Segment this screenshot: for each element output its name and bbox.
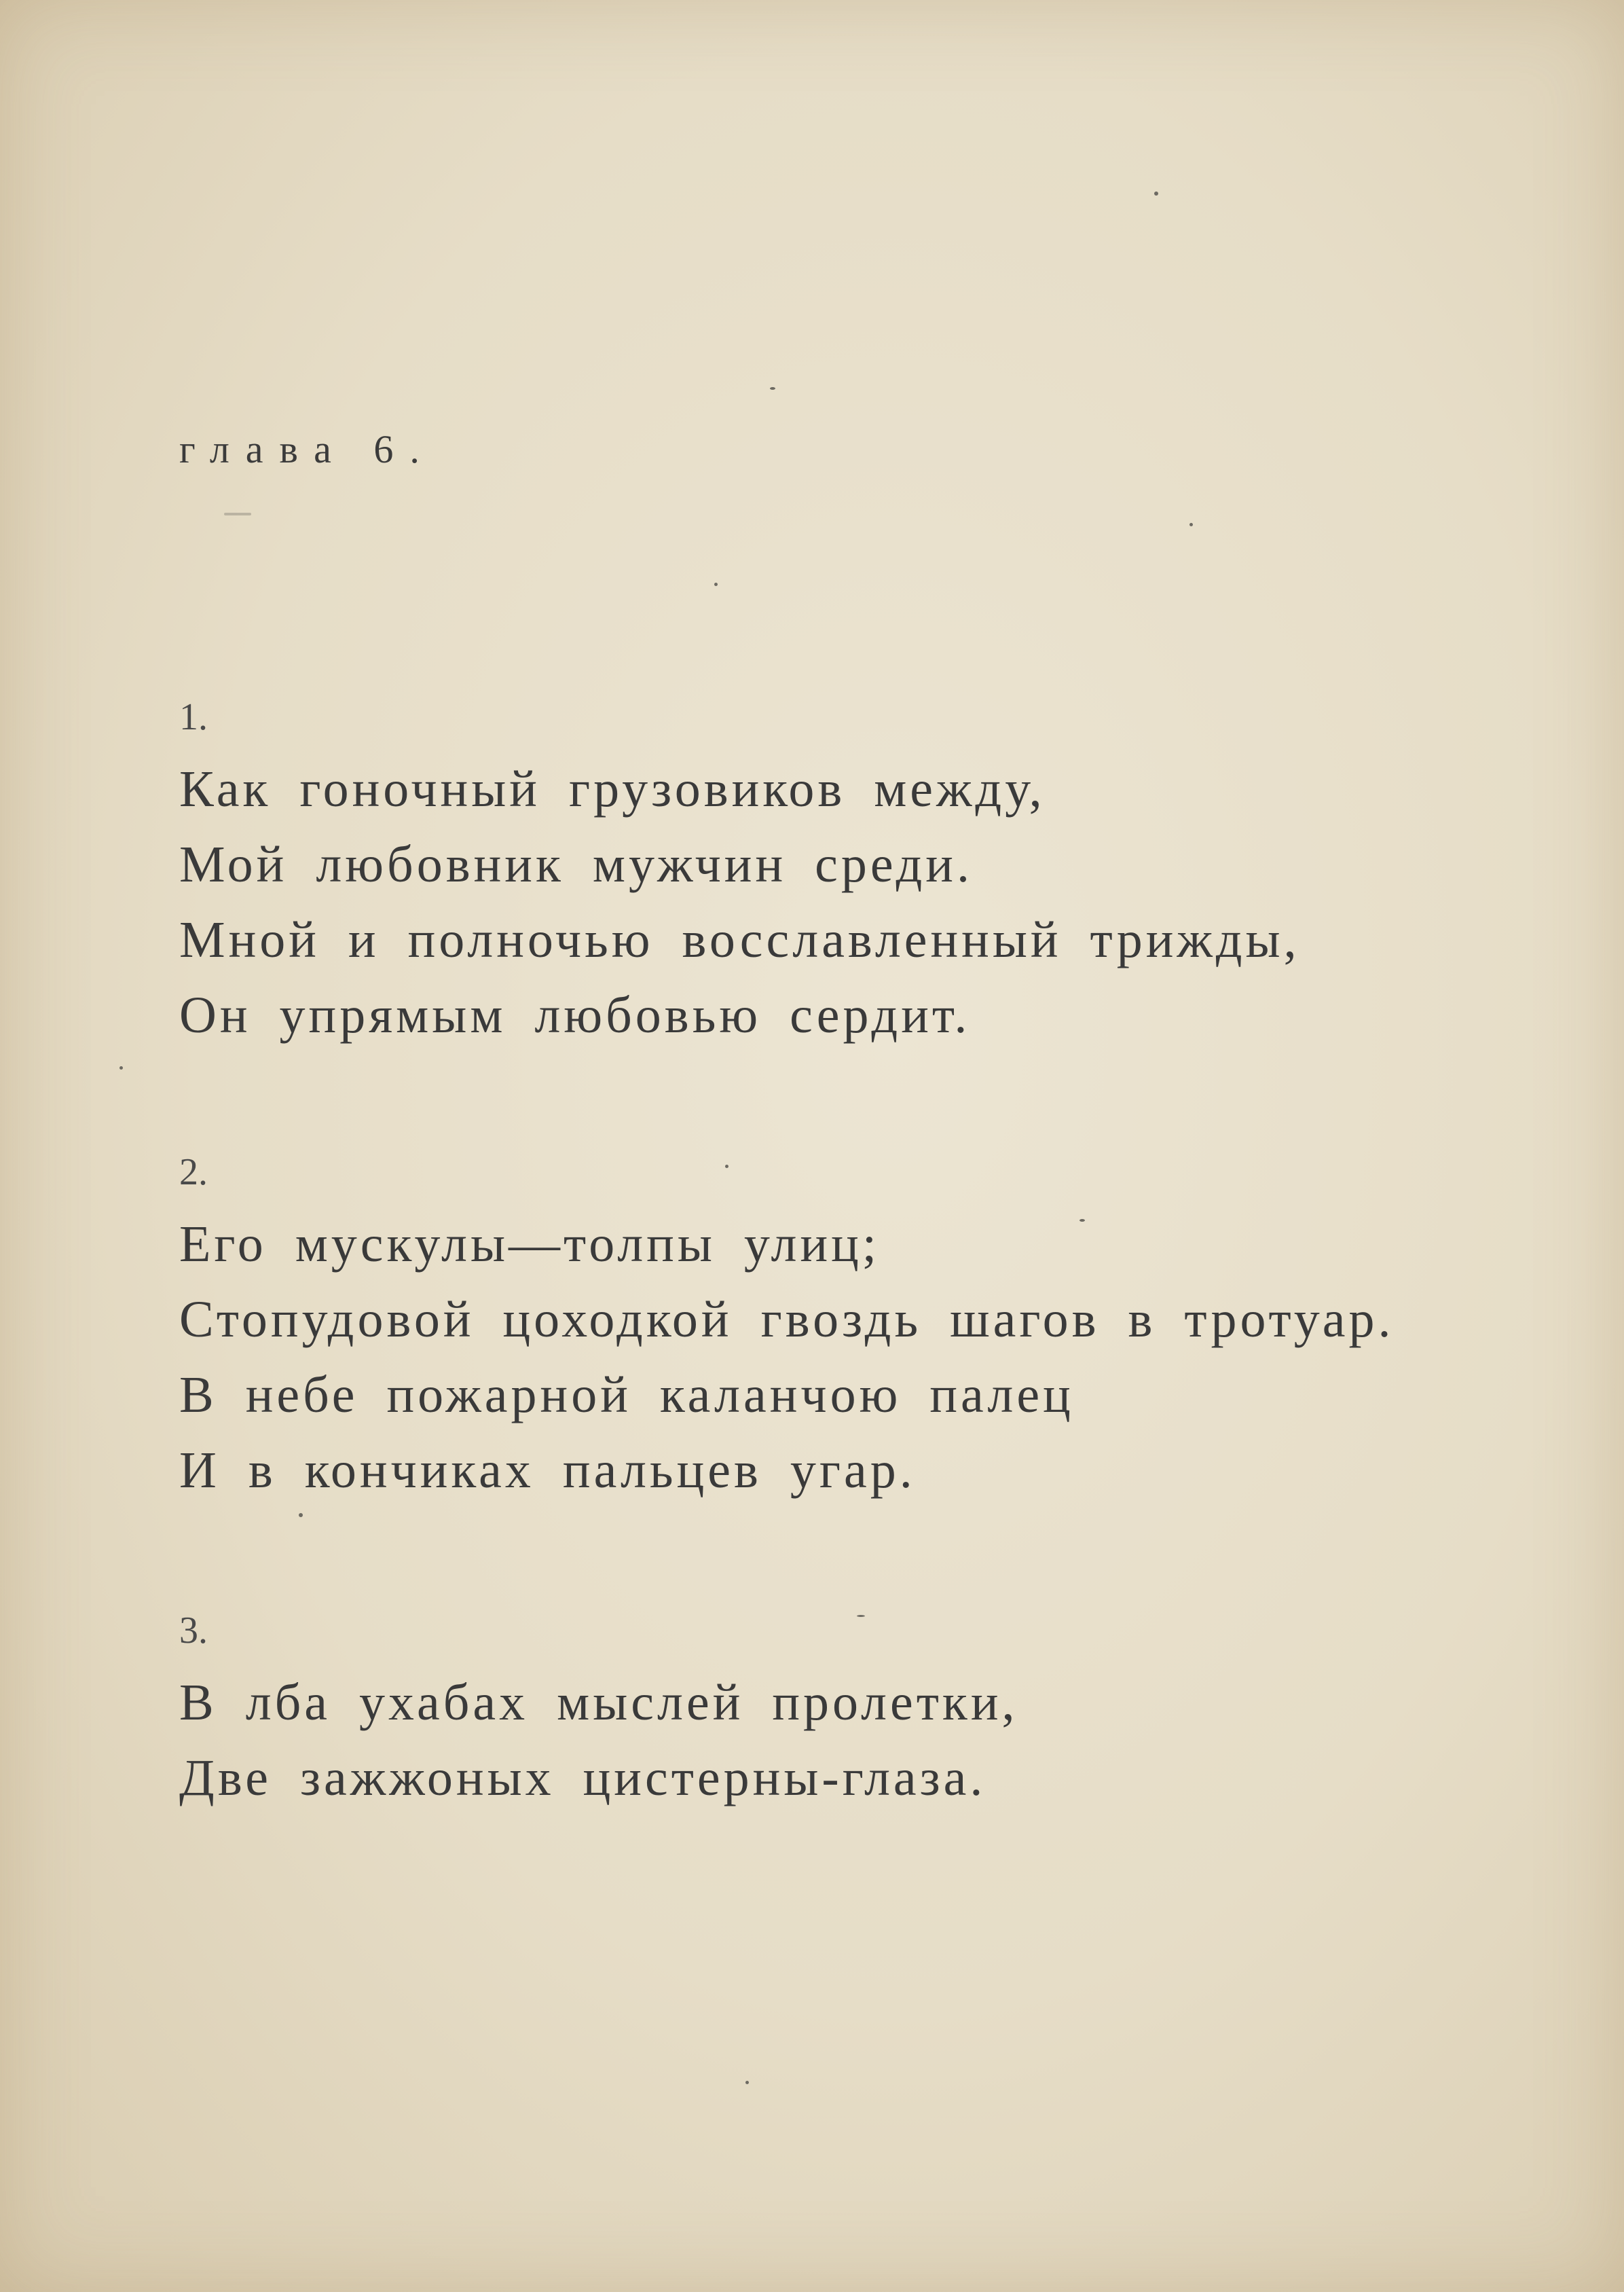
poem-line: Как гоночный грузовиков между,	[179, 761, 1046, 818]
stanza-number: 3.	[179, 1609, 208, 1652]
poem-line: Мой любовник мужчин среди.	[179, 836, 973, 893]
paper-speck	[725, 1165, 728, 1168]
paper-speck	[770, 387, 775, 390]
paper-speck	[1079, 1219, 1085, 1222]
poem-line: И в кончиках пальцев угар.	[179, 1442, 916, 1499]
poem-line: Мной и полночью восславленный трижды,	[179, 911, 1300, 968]
paper-speck	[119, 1066, 123, 1070]
paper-speck	[745, 2081, 749, 2084]
stanza-2	[179, 1151, 1395, 1508]
stanza-3	[179, 1609, 1018, 1816]
chapter-heading: глава 6.	[179, 427, 436, 471]
poem-line: Две зажжоных цистерны-глаза.	[179, 1749, 986, 1806]
poem-line: Стопудовой цоходкой гвоздь шагов в тротуар.	[179, 1291, 1395, 1348]
paper-speck	[857, 1615, 865, 1617]
paper-speck	[299, 1513, 303, 1517]
stanza-1	[179, 696, 1300, 1053]
paper-speck	[1154, 192, 1158, 196]
poem-line: В лба ухабах мыслей пролетки,	[179, 1674, 1018, 1731]
stanza-number: 2.	[179, 1151, 208, 1193]
poem-line: Он упрямым любовью сердит.	[179, 987, 971, 1044]
paper-speck	[1189, 523, 1193, 526]
paper-speck	[224, 513, 251, 515]
stanza-number: 1.	[179, 696, 208, 738]
paper-speck	[714, 583, 718, 586]
poem-line: Его мускулы—толпы улиц;	[179, 1216, 880, 1273]
poem-line: В небе пожарной каланчою палец	[179, 1366, 1074, 1423]
